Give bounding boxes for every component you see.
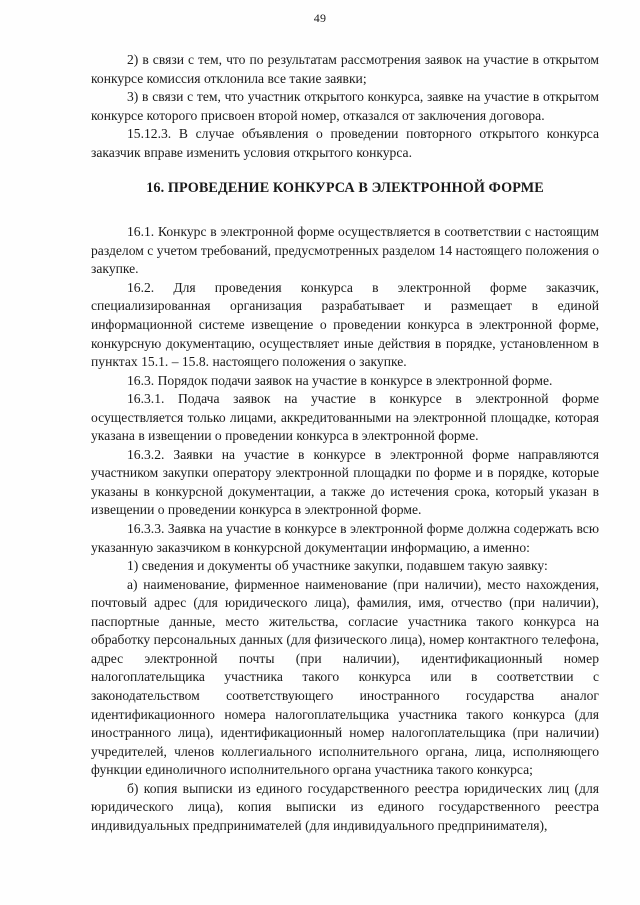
paragraph: 16.2. Для проведения конкурса в электронной форме заказчик, специализированная организация разрабатывает и размещает в единой информационной системе извещение о проведении конкурса в электронной форме, конкурсную документацию, осуществляет иные действия в порядке, установленном в пунктах 15.1. – 15.8. настоящего положения о закупке.	[91, 279, 599, 370]
paragraph: 16.3.1. Подача заявок на участие в конкурсе в электронной форме осуществляется только лицами, аккредитованными на электронной площадке, которая указана в извещении о проведении конкурса в электронной форме.	[91, 391, 599, 444]
section-heading: 16. ПРОВЕДЕНИЕ КОНКУРСА В ЭЛЕКТРОННОЙ ФОРМЕ	[146, 180, 544, 197]
paragraph: б) копия выписки из единого государственного реестра юридических лиц (для юридического лица), копия выписки из единого государственного реестра индивидуальных предпринимателей (для индивидуального предпринимателя),	[91, 780, 599, 833]
paragraph: 16.3.3. Заявка на участие в конкурсе в электронной форме должна содержать всю указанную заказчиком в конкурсной документации информацию, а именно:	[91, 521, 599, 555]
paragraph: а) наименование, фирменное наименование (при наличии), место нахождения, почтовый адрес (для юридического лица), фамилия, имя, отчество (при наличии), паспортные данные, место жительства, согласие участника такого конкурса на обработку персональных данных (для физического лица), номер контактного телефона, адрес электронной почты (при наличии), идентификационный номер налогоплательщика участника такого конкурса или в соответствии с законодательством соответствующего иностранного государства аналог идентификационного номера налогоплательщика участника такого конкурса (для иностранного лица), идентификационный номер налогоплательщика (при наличии) учредителей, членов коллегиального исполнительного органа, лица, исполняющего функции единоличного исполнительного органа участника такого конкурса;	[91, 576, 599, 778]
paragraph: 1) сведения и документы об участнике закупки, подавшем такую заявку:	[127, 558, 548, 574]
paragraph: 3) в связи с тем, что участник открытого конкурса, заявке на участие в открытом конкурсе которого присвоен второй номер, отказался от заключения договора.	[91, 89, 599, 123]
paragraph: 16.1. Конкурс в электронной форме осуществляется в соответствии с настоящим разделом с учетом требований, предусмотренных разделом 14 настоящего положения о закупке.	[91, 224, 599, 277]
page-number: 49	[313, 11, 327, 25]
document-body	[91, 51, 599, 835]
paragraph: 15.12.3. В случае объявления о проведении повторного открытого конкурса заказчик вправе изменить условия открытого конкурса.	[91, 126, 599, 160]
paragraph: 2) в связи с тем, что по результатам рассмотрения заявок на участие в открытом конкурсе комиссия отклонила все такие заявки;	[91, 52, 599, 86]
paragraph: 16.3. Порядок подачи заявок на участие в конкурсе в электронной форме.	[127, 372, 553, 388]
paragraph: 16.3.2. Заявки на участие в конкурсе в электронной форме направляются участником закупки оператору электронной площадки по форме и в порядке, которые указаны в конкурсной документации, а также до истечения срока, который указан в извещении о проведении конкурса в электронной форме.	[91, 446, 599, 518]
